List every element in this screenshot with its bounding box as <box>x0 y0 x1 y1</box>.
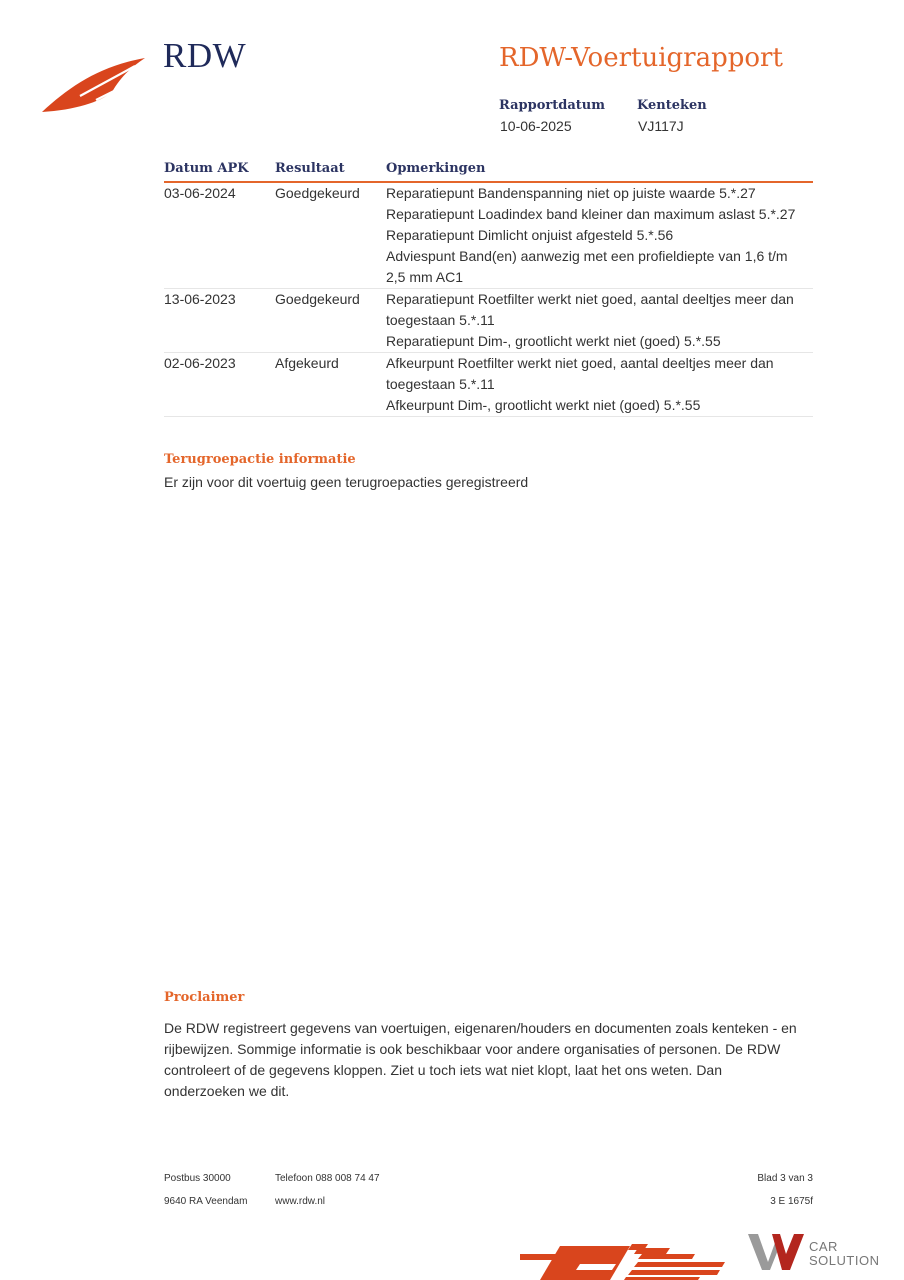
apk-date: 03-06-2024 <box>164 185 236 201</box>
column-header-result: Resultaat <box>275 161 345 176</box>
watermark-solution: SOLUTION <box>809 1253 880 1268</box>
column-header-date: Datum APK <box>164 161 249 176</box>
apk-result: Goedgekeurd <box>275 185 360 201</box>
watermark-car: CAR <box>809 1239 838 1254</box>
column-header-remarks: Opmerkingen <box>386 161 486 176</box>
report-date-value: 10-06-2025 <box>500 118 572 134</box>
apk-remarks <box>386 353 813 416</box>
plate-label: Kenteken <box>637 98 707 113</box>
remark-item: Reparatiepunt Loadindex band kleiner dan maximum aslast 5.*.27 <box>386 206 796 222</box>
apk-table <box>164 160 813 417</box>
apk-result: Goedgekeurd <box>275 291 360 307</box>
remark-item: Reparatiepunt Dimlicht onjuist afgesteld 5.*.56 <box>386 227 674 243</box>
footer-document-code: 3 E 1675f <box>770 1196 813 1207</box>
report-date-label: Rapportdatum <box>499 98 605 113</box>
footer-phone: Telefoon 088 008 74 47 <box>275 1173 380 1184</box>
footer-postbus: Postbus 30000 <box>164 1173 231 1184</box>
footer-stripes-icon <box>520 1242 725 1280</box>
table-row <box>164 353 813 417</box>
apk-date: 13-06-2023 <box>164 291 236 307</box>
remark-item: Reparatiepunt Roetfilter werkt niet goed, aantal deeltjes meer dan toegestaan 5.*.11 <box>386 291 794 328</box>
report-title: RDW-Voertuigrapport <box>499 43 783 73</box>
proclaimer-heading: Proclaimer <box>164 990 245 1005</box>
footer-page-number: Blad 3 van 3 <box>757 1173 813 1184</box>
rdw-logo-icon <box>40 56 148 116</box>
table-header <box>164 160 813 183</box>
brand-name: RDW <box>163 36 247 75</box>
footer-city: 9640 RA Veendam <box>164 1196 248 1207</box>
apk-result: Afgekeurd <box>275 355 339 371</box>
remark-item: Afkeurpunt Roetfilter werkt niet goed, aantal deeltjes meer dan toegestaan 5.*.11 <box>386 355 774 392</box>
apk-remarks <box>386 289 813 352</box>
footer-website[interactable]: www.rdw.nl <box>275 1196 326 1207</box>
remark-item: Reparatiepunt Dim-, grootlicht werkt niet (goed) 5.*.55 <box>386 333 721 349</box>
car-solution-wordmark <box>809 1240 879 1268</box>
table-row <box>164 289 813 353</box>
proclaimer-text: De RDW registreert gegevens van voertuigen, eigenaren/houders en documenten zoals kenteken - en rijbewijzen. Sommige informatie is ook beschikbaar voor andere organisaties of personen. De RDW controleert of de gegevens kloppen. Ziet u toch iets wat niet klopt, laat het ons weten. Dan onderzoeken we dit. <box>164 1020 797 1099</box>
recall-text: Er zijn voor dit voertuig geen terugroepacties geregistreerd <box>164 474 529 490</box>
recall-heading: Terugroepactie informatie <box>164 452 356 467</box>
car-solution-logo-icon <box>746 1232 806 1272</box>
table-row <box>164 183 813 289</box>
remark-item: Afkeurpunt Dim-, grootlicht werkt niet (goed) 5.*.55 <box>386 397 701 413</box>
apk-remarks <box>386 183 813 288</box>
remark-item: Adviespunt Band(en) aanwezig met een profieldiepte van 1,6 t/m 2,5 mm AC1 <box>386 248 788 285</box>
apk-date: 02-06-2023 <box>164 355 236 371</box>
remark-item: Reparatiepunt Bandenspanning niet op juiste waarde 5.*.27 <box>386 185 756 201</box>
plate-value: VJ117J <box>638 118 684 134</box>
